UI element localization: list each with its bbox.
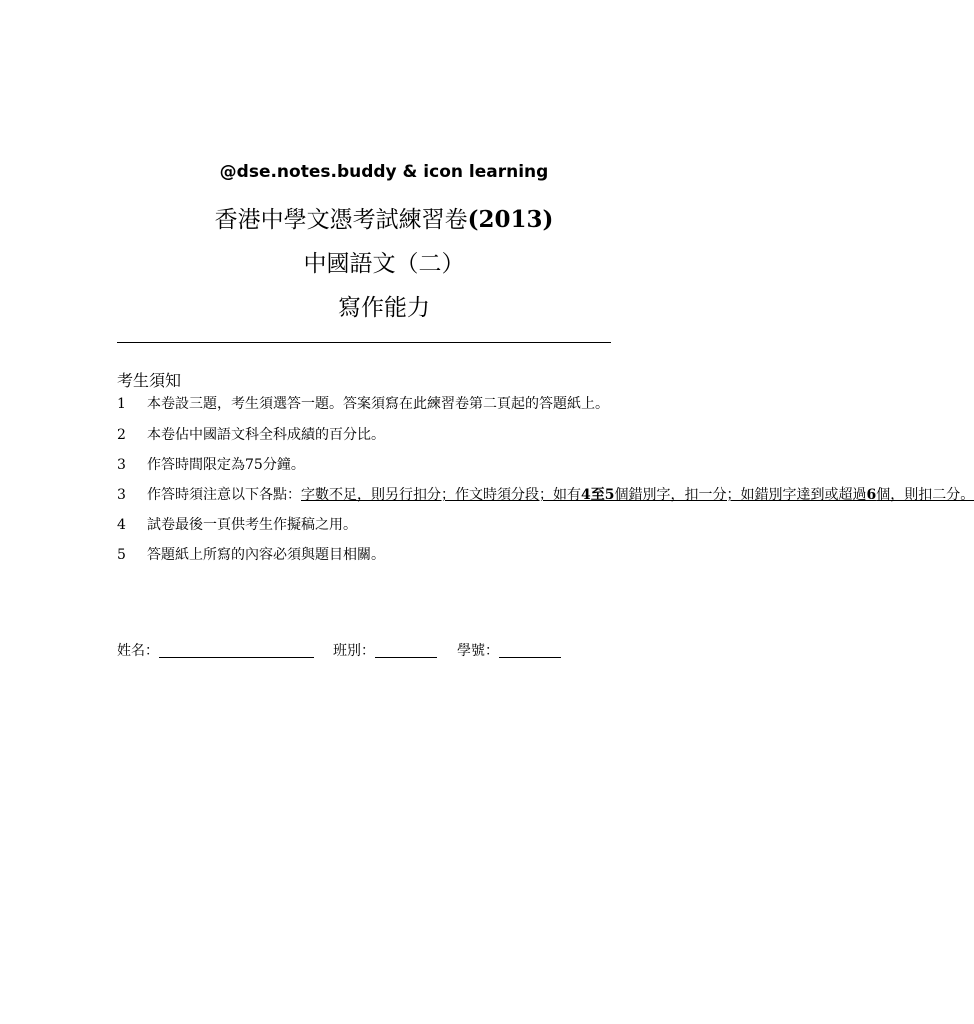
instruction-number: 4 — [117, 517, 126, 533]
instructions-heading: 考生須知 — [117, 371, 182, 390]
instruction-item — [117, 484, 974, 504]
class-label: 班別： — [333, 643, 375, 659]
instruction-item — [117, 514, 677, 534]
instruction-item — [117, 424, 677, 444]
name-blank-line[interactable] — [159, 643, 314, 658]
horizontal-divider — [117, 342, 611, 343]
instruction-item — [117, 393, 677, 413]
bold-part-a: 4至5 — [581, 487, 615, 503]
paper-title: 寫作能力 — [338, 295, 430, 321]
student-number-blank-line[interactable] — [499, 643, 561, 658]
exam-title-text: 香港中學文憑考試練習卷 — [214, 207, 468, 233]
class-blank-line[interactable] — [375, 643, 437, 658]
instruction-text: 作答時間限定為75分鐘。 — [147, 457, 305, 473]
instruction-number: 2 — [117, 427, 126, 443]
instruction-number: 3 — [117, 487, 126, 503]
class-field[interactable] — [333, 640, 437, 660]
bold-part-b: 6 — [866, 487, 877, 503]
instruction-text: 試卷最後一頁供考生作擬稿之用。 — [147, 517, 357, 533]
instruction-text-underlined — [301, 487, 974, 503]
underlined-part-c: 個，則扣二分。 — [876, 487, 974, 503]
instruction-item — [117, 544, 677, 564]
instruction-text: 答題紙上所寫的內容必須與題目相關。 — [147, 547, 385, 563]
subject-title: 中國語文（二） — [303, 251, 465, 277]
exam-title-year: (2013) — [467, 206, 554, 233]
student-number-label: 學號： — [457, 643, 499, 659]
underlined-part-b: 個錯別字，扣一分；如錯別字達到或超過 — [614, 487, 867, 503]
name-label: 姓名： — [117, 643, 159, 659]
instruction-item — [117, 454, 677, 474]
instruction-text: 本卷佔中國語文科全科成績的百分比。 — [147, 427, 385, 443]
instruction-number: 3 — [117, 457, 126, 473]
name-field[interactable] — [117, 640, 314, 660]
instruction-number: 1 — [117, 396, 126, 412]
instruction-number: 5 — [117, 547, 126, 563]
instruction-text-plain: 作答時須注意以下各點： — [147, 487, 301, 503]
student-number-field[interactable] — [457, 640, 561, 660]
exam-title — [0, 201, 768, 234]
instruction-text: 本卷設三題，考生須選答一題。答案須寫在此練習卷第二頁起的答題紙上。 — [147, 396, 609, 412]
brand-line: @dse.notes.buddy & icon learning — [219, 162, 549, 182]
underlined-part-a: 字數不足，則另行扣分；作文時須分段；如有 — [301, 487, 581, 503]
